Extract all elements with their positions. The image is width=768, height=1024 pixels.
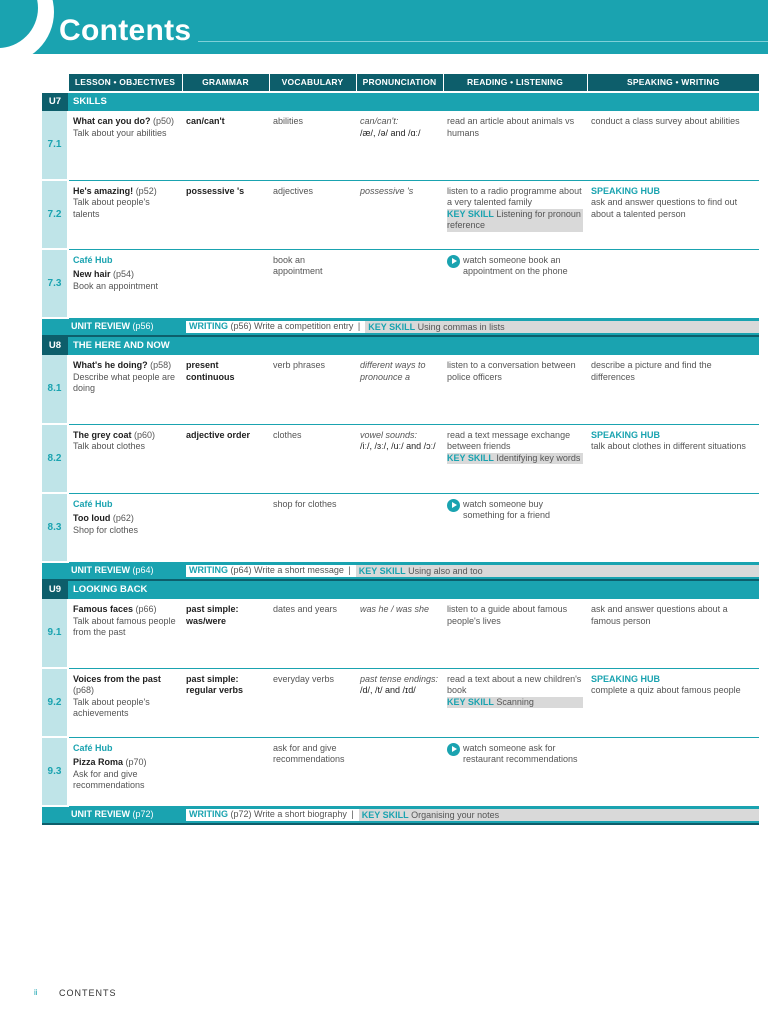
pronunciation-symbols: /æ/, /ə/ and /ɑː/ [360,127,421,138]
unit-review-label[interactable]: UNIT REVIEW [71,565,131,576]
speaking-writing-cell [587,355,759,424]
writing-key-skill-bar [356,565,759,577]
reading-listening-task: read an article about animals vs humans [447,116,575,138]
reading-listening-task: listen to a radio programme about a very talented family [447,185,582,207]
pronunciation-cell [356,599,443,668]
reading-listening-cell [443,424,587,493]
lesson-row [42,599,759,668]
lesson-number: 7.1 [42,111,68,180]
writing-key-skill-label: KEY SKILL [368,321,416,332]
lesson-page-ref: (p58) [150,360,172,370]
lesson-objective: Ask for and give recommendations [73,768,145,790]
writing-key-skill-bar [359,809,759,821]
vocabulary-cell [269,249,356,318]
lesson-row [42,424,759,493]
writing-task: (p56) Write a competition entry [230,321,354,331]
writing-cell [182,562,759,580]
writing-separator: | [357,321,361,331]
grammar-cell [182,599,269,668]
unit-code: U7 [42,92,68,111]
unit-review-cell[interactable] [42,562,182,580]
header-grammar: GRAMMAR [182,74,269,92]
lesson-title[interactable]: The grey coat [73,429,132,440]
grammar-cell [182,111,269,180]
pronunciation-focus: vowel sounds: [360,429,418,440]
grammar-point: possessive 's [186,185,245,196]
lesson-objective: Talk about people's achievements [73,696,150,718]
lesson-title[interactable]: Famous faces [73,604,134,614]
lesson-number: 9.2 [42,668,68,737]
reading-listening-cell [443,111,587,180]
column-header-row [42,74,759,92]
reading-listening-cell [443,493,587,562]
writing-key-skill-text: Using commas in lists [417,321,505,332]
writing-separator: | [351,809,354,819]
pronunciation-cell [356,493,443,562]
unit-title: SKILLS [68,92,759,111]
lesson-number: 9.3 [42,737,68,806]
lesson-row [42,493,759,562]
vocabulary-topic: shop for clothes [273,498,337,509]
pronunciation-symbols: /d/, /t/ and /ɪd/ [360,685,416,695]
writing-key-skill-label: KEY SKILL [358,565,406,576]
unit-title: LOOKING BACK [68,580,759,599]
vocabulary-cell [269,737,356,806]
header-blank-cell [42,74,68,92]
speaking-hub-label: SPEAKING HUB [591,673,661,684]
speaking-writing-cell [587,424,759,493]
pronunciation-focus: possessive 's [360,185,414,196]
grammar-point: past simple: was/were [186,604,239,626]
unit-header-row [42,580,759,599]
lesson-title[interactable]: Too loud [73,513,111,523]
pronunciation-cell [356,249,443,318]
speaking-writing-cell [587,599,759,668]
video-description: watch someone buy something for a friend [463,498,551,520]
lesson-page-ref: (p68) [73,685,95,695]
lesson-number: 7.3 [42,249,68,318]
footer-page-mark: ii [34,988,38,997]
writing-key-skill-text: Organising your notes [411,809,500,820]
reading-listening-task: listen to a conversation between police officers [447,360,576,382]
writing-cell [182,318,759,336]
unit-header-row [42,92,759,111]
unit-review-page: (p64) [132,565,154,576]
video-activity[interactable] [447,743,583,766]
pronunciation-focus: can/can't: [360,116,399,126]
key-skill-label: KEY SKILL [447,696,494,707]
cafe-hub-label: Café Hub [73,254,113,265]
reading-listening-cell [443,668,587,737]
speaking-writing-cell [587,111,759,180]
writing-label: WRITING [189,809,228,819]
lesson-objective-cell [68,493,182,562]
lesson-row [42,249,759,318]
lesson-objective-cell [68,180,182,249]
key-skill-text: Scanning [496,696,534,707]
lesson-title[interactable]: What's he doing? [73,360,148,370]
reading-listening-cell [443,355,587,424]
grammar-point: can/can't [186,116,225,126]
vocabulary-cell [269,111,356,180]
lesson-number: 7.2 [42,180,68,249]
vocabulary-cell [269,599,356,668]
writing-key-skill-label: KEY SKILL [361,809,409,820]
unit-review-page: (p56) [132,321,154,332]
lesson-page-ref: (p54) [113,269,135,279]
header-reading-listening: READING • LISTENING [443,74,587,92]
pronunciation-cell [356,737,443,806]
video-activity[interactable] [447,255,583,278]
speaking-task: conduct a class survey about abilities [591,116,740,126]
unit-review-label[interactable]: UNIT REVIEW [71,321,131,332]
pronunciation-cell [356,111,443,180]
lesson-objective: Talk about your abilities [73,127,167,138]
unit-review-row [42,318,759,336]
grammar-cell [182,493,269,562]
header-rule [198,41,768,42]
lesson-page-ref: (p66) [135,604,157,614]
vocabulary-cell [269,493,356,562]
grammar-cell [182,180,269,249]
grammar-cell [182,355,269,424]
play-video-icon[interactable] [447,499,460,512]
key-skill-label: KEY SKILL [447,452,494,463]
grammar-cell [182,249,269,318]
video-activity[interactable] [447,499,583,522]
vocabulary-cell [269,355,356,424]
lesson-title[interactable]: Voices from the past [73,673,161,684]
footer-section-label: CONTENTS [59,988,117,998]
vocabulary-topic: adjectives [273,185,314,196]
vocabulary-cell [269,180,356,249]
vocabulary-cell [269,668,356,737]
writing-label: WRITING [189,321,228,331]
writing-cell [182,806,759,824]
key-skill-bar [447,209,583,232]
lesson-page-ref: (p60) [134,429,156,440]
grammar-point: adjective order [186,429,251,440]
writing-separator: | [348,565,351,575]
lesson-objective: Book an appointment [73,280,159,291]
pronunciation-cell [356,424,443,493]
lesson-title[interactable]: Pizza Roma [73,757,124,767]
vocabulary-cell [269,424,356,493]
key-skill-bar [447,453,583,465]
video-description: watch someone book an appointment on the phone [463,254,568,276]
unit-review-label[interactable]: UNIT REVIEW [71,809,131,820]
lesson-objective: Talk about famous people from the past [73,615,176,637]
unit-title: THE HERE AND NOW [68,336,759,355]
lesson-objective: Talk about people's talents [73,197,150,219]
vocabulary-topic: clothes [273,429,302,440]
vocabulary-topic: ask for and give recommendations [273,742,345,764]
contents-table [42,74,759,825]
header-vocabulary: VOCABULARY [269,74,356,92]
pronunciation-cell [356,355,443,424]
speaking-task: ask and answer questions about a famous person [591,604,728,626]
lesson-title[interactable]: He's amazing! [73,185,134,196]
lesson-page-ref: (p62) [112,513,134,523]
grammar-cell [182,737,269,806]
writing-bar [186,321,759,333]
reading-listening-task: listen to a guide about famous people's lives [447,604,568,626]
writing-bar [186,809,759,821]
lesson-number: 9.1 [42,599,68,668]
lesson-row [42,355,759,424]
speaking-writing-cell [587,737,759,806]
lesson-row [42,668,759,737]
grammar-point: present continuous [186,360,235,382]
speaking-writing-cell [587,668,759,737]
reading-listening-cell [443,737,587,806]
unit-review-page: (p72) [132,809,154,820]
grammar-cell [182,668,269,737]
reading-listening-cell [443,180,587,249]
lesson-objective: Shop for clothes [73,524,139,535]
unit-review-row [42,562,759,580]
writing-key-skill-text: Using also and too [408,565,483,576]
lesson-number: 8.1 [42,355,68,424]
writing-task: (p72) Write a short biography [230,809,347,819]
vocabulary-topic: everyday verbs [273,673,335,684]
lesson-page-ref: (p52) [135,185,157,196]
key-skill-text: Listening for pronoun reference [447,208,581,230]
header-lesson-objectives: LESSON • OBJECTIVES [68,74,182,92]
speaking-writing-cell [587,493,759,562]
unit-code: U8 [42,336,68,355]
speaking-task: describe a picture and find the differences [591,360,712,382]
lesson-number: 8.2 [42,424,68,493]
lesson-objective: Describe what people are doing [73,371,176,393]
lesson-title[interactable]: New hair [73,269,111,279]
writing-label: WRITING [189,565,228,575]
lesson-objective-cell [68,355,182,424]
pronunciation-cell [356,180,443,249]
cafe-hub-label: Café Hub [73,498,113,509]
unit-header-row [42,336,759,355]
pronunciation-symbols: /iː/, /ɜː/, /uː/ and /ɔː/ [360,441,436,451]
writing-segment [186,321,365,333]
writing-bar [186,565,759,577]
unit-review-row [42,806,759,824]
speaking-task: complete a quiz about famous people [591,685,741,695]
lesson-title[interactable]: What can you do? [73,116,151,126]
lesson-objective-cell [68,668,182,737]
lesson-objective-cell [68,737,182,806]
writing-segment [186,565,356,577]
lesson-page-ref: (p50) [153,116,175,126]
lesson-row [42,111,759,180]
pronunciation-focus: different ways to pronounce a [360,360,426,382]
vocabulary-topic: dates and years [273,604,338,614]
header-pronunciation: PRONUNCIATION [356,74,443,92]
unit-review-cell[interactable] [42,806,182,824]
key-skill-bar [447,697,583,709]
play-video-icon[interactable] [447,255,460,268]
key-skill-label: KEY SKILL [447,208,494,219]
vocabulary-topic: book an appointment [273,254,323,276]
reading-listening-cell [443,249,587,318]
reading-listening-cell [443,599,587,668]
lesson-page-ref: (p70) [125,757,147,767]
pronunciation-focus: past tense endings: [360,673,439,684]
speaking-writing-cell [587,180,759,249]
key-skill-text: Identifying key words [496,452,581,463]
speaking-writing-cell [587,249,759,318]
speaking-hub-label: SPEAKING HUB [591,429,661,440]
video-description: watch someone ask for restaurant recommendations [463,742,578,764]
lesson-objective-cell [68,424,182,493]
grammar-cell [182,424,269,493]
pronunciation-cell [356,668,443,737]
contents-table-body [42,92,759,824]
lesson-objective: Talk about clothes [73,441,146,451]
reading-listening-task: read a text about a new children's book [447,673,582,695]
lesson-row [42,180,759,249]
writing-segment [186,809,359,821]
cafe-hub-label: Café Hub [73,742,113,753]
speaking-task: ask and answer questions to find out about a talented person [591,197,738,219]
reading-listening-task: read a text message exchange between friends [447,429,571,451]
lesson-objective-cell [68,111,182,180]
unit-review-cell[interactable] [42,318,182,336]
vocabulary-topic: abilities [273,116,304,126]
lesson-number: 8.3 [42,493,68,562]
header-speaking-writing: SPEAKING • WRITING [587,74,759,92]
speaking-hub-label: SPEAKING HUB [591,185,661,196]
speaking-task: talk about clothes in different situations [591,441,746,451]
page-title: Contents [59,14,192,47]
lesson-objective-cell [68,249,182,318]
lesson-row [42,737,759,806]
play-video-icon[interactable] [447,743,460,756]
vocabulary-topic: verb phrases [273,360,326,370]
pronunciation-focus: was he / was she [360,604,430,614]
writing-task: (p64) Write a short message [230,565,344,575]
grammar-point: past simple: regular verbs [186,673,244,695]
writing-key-skill-bar [365,321,759,333]
unit-code: U9 [42,580,68,599]
lesson-objective-cell [68,599,182,668]
